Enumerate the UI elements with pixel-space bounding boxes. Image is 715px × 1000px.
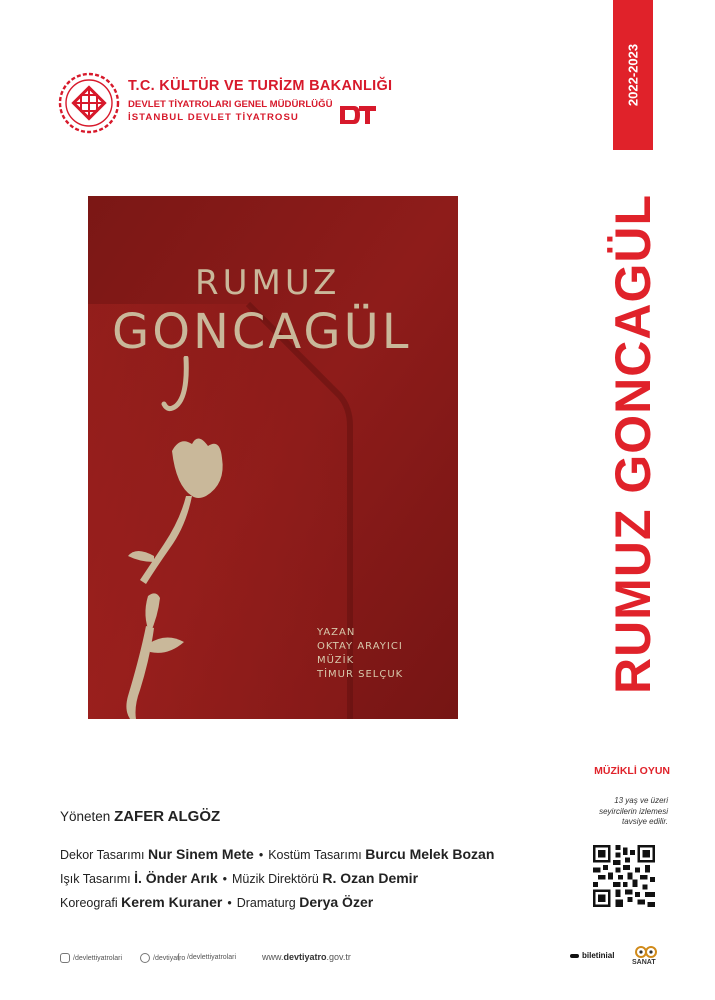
age-notice-line: tavsiye edilir. [622,817,668,826]
facebook-link[interactable] [178,953,236,961]
music-director-name: R. Ozan Demir [322,870,419,886]
light-name: İ. Önder Arık [134,870,218,886]
poster-credit-line: MÜZİK [317,655,355,666]
separator: • [222,872,228,886]
dramaturg-label: Dramaturg [236,896,296,910]
biletinial-logo[interactable] [570,951,614,960]
genre-label: MÜZİKLİ OYUN [594,765,670,777]
separator: • [258,848,264,862]
website-link[interactable] [262,952,351,962]
instagram-icon [60,953,70,963]
director-credit [60,808,220,825]
decor-label: Dekor Tasarımı [60,848,145,862]
theatre-name: İSTANBUL DEVLET TİYATROSU [128,112,299,123]
instagram-link[interactable] [60,953,122,963]
ministry-emblem-icon [58,72,120,134]
title-flourish-icon [160,356,200,414]
choreography-label: Koreografi [60,896,118,910]
costume-label: Kostüm Tasarımı [268,848,362,862]
website-name: devtiyatro [283,952,327,962]
dt-logo-icon [338,104,378,126]
website-suffix: .gov.tr [326,952,351,962]
twitter-handle: /devtiyatro [153,954,186,962]
qr-code-icon[interactable] [593,845,655,907]
instagram-handle: /devlettiyatrolari [73,954,123,962]
poster-title-line2: GONCAGÜL [112,304,412,360]
biletinial-text: biletinial [582,951,615,960]
facebook-icon [178,953,184,961]
poster-title-line1: RUMUZ [195,263,341,303]
age-notice-line: seyircilerin izlemesi [599,806,668,816]
twitter-icon [140,953,150,963]
credit-line-3 [60,894,373,910]
season-label: 2022-2023 [625,43,641,107]
poster-credit-line: TİMUR SELÇUK [317,669,404,680]
age-notice-line: 13 yaş ve üzeri [614,796,668,805]
light-label: Işık Tasarımı [60,872,131,886]
separator: • [227,896,232,910]
music-director-label: Müzik Direktörü [232,872,319,886]
director-label: Yöneten [60,809,111,824]
website-prefix: www. [262,952,284,962]
credit-line-1 [60,846,494,862]
director-name: ZAFER ALGÖZ [114,808,221,825]
credit-line-2 [60,870,418,886]
poster-credit-line: OKTAY ARAYICI [317,641,403,652]
decor-name: Nur Sinem Mete [148,846,254,862]
dramaturg-name: Derya Özer [299,894,374,910]
age-notice [560,796,668,828]
ministry-name: T.C. KÜLTÜR VE TURİZM BAKANLIĞI [128,78,393,94]
sanat-label: SANAT [632,959,656,966]
poster-credits [317,626,403,682]
poster-credit-line: YAZAN [317,627,356,638]
vertical-play-title: RUMUZ GONCAGÜL [605,193,661,695]
biletinial-icon [570,954,579,958]
facebook-handle: /devlettiyatrolari [187,953,237,961]
choreography-name: Kerem Kuraner [121,894,223,910]
costume-name: Burcu Melek Bozan [365,846,495,862]
general-directorate-name: DEVLET TİYATROLARI GENEL MÜDÜRLÜĞÜ [128,99,333,110]
sanat-owl-icon [632,944,660,972]
